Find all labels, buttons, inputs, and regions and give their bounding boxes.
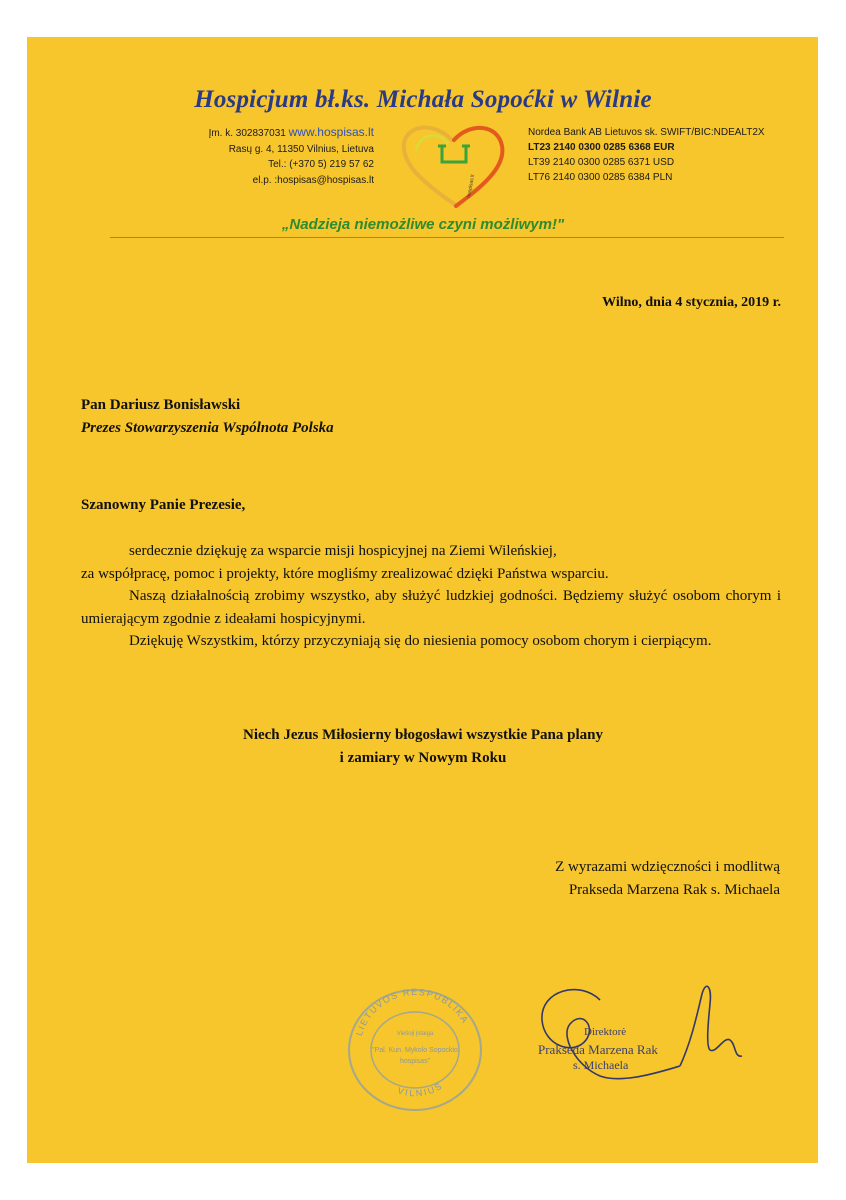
letter-body	[81, 540, 781, 653]
blessing-line: i zamiary w Nowym Roku	[339, 750, 507, 766]
bank-details	[528, 125, 765, 185]
svg-text:LIETUVOS RESPUBLIKA: LIETUVOS RESPUBLIKA	[354, 987, 471, 1037]
website-link[interactable]: www.hospisas.lt	[288, 125, 374, 139]
official-stamp	[340, 980, 490, 1125]
blessing	[0, 724, 846, 770]
contact-info	[209, 125, 374, 188]
svg-text:Viešoji įstaiga: Viešoji įstaiga	[396, 1031, 434, 1037]
motto: „Nadzieja niemożliwe czyni możliwym!"	[281, 216, 565, 233]
signatory-role: Direktorė	[584, 1026, 627, 1038]
handwritten-signature	[530, 980, 750, 1095]
address: Rasų g. 4, 11350 Vilnius, Lietuva	[228, 143, 374, 155]
body-paragraph: Dziękuję Wszystkim, którzy przyczyniają się do niesienia pomocy osobom chorym i cierpiącym.	[129, 633, 712, 649]
svg-text:hospisas.lt: hospisas.lt	[466, 174, 477, 199]
signatory-name: Prakseda Marzena Rak	[538, 1042, 658, 1057]
closing	[555, 856, 780, 902]
recipient-name: Pan Dariusz Bonisławski	[81, 397, 241, 413]
hospice-heart-logo	[398, 118, 510, 215]
letter-date: Wilno, dnia 4 stycznia, 2019 r.	[602, 295, 781, 310]
svg-text:VILNIUS: VILNIUS	[396, 1080, 445, 1099]
account-eur: LT23 2140 0300 0285 6368 EUR	[528, 142, 675, 153]
closing-signatory: Prakseda Marzena Rak s. Michaela	[568, 882, 780, 898]
body-paragraph: Naszą działalnością zrobimy wszystko, aby służyć ludzkiej godności. Będziemy służyć osobom chorym i umierającym zgodnie z ideałami hospicyjnymi.	[81, 588, 781, 627]
organization-title: Hospicjum bł.ks. Michała Sopoćki w Wilnie	[194, 86, 652, 113]
account-pln: LT76 2140 0300 0285 6384 PLN	[528, 172, 673, 183]
recipient-position: Prezes Stowarzyszenia Wspólnota Polska	[81, 420, 334, 436]
recipient-block	[81, 394, 334, 440]
svg-text:hospisas": hospisas"	[399, 1058, 431, 1065]
blessing-line: Niech Jezus Miłosierny błogosławi wszystkie Pana plany	[242, 727, 603, 743]
bank-name: Nordea Bank AB Lietuvos sk. SWIFT/BIC:NDEALT2X	[528, 127, 765, 138]
body-paragraph: za współpracę, pomoc i projekty, które mogliśmy zrealizować dzięki Państwa wsparciu.	[81, 565, 609, 582]
header-divider	[110, 237, 784, 238]
body-paragraph: serdecznie dziękuję za wsparcie misji hospicyjnej na Ziemi Wileńskiej,	[129, 543, 557, 559]
closing-line: Z wyrazami wdzięczności i modlitwą	[555, 859, 780, 875]
svg-text:"Pal. Kun. Mykolo Sopockio: "Pal. Kun. Mykolo Sopockio	[372, 1047, 458, 1054]
salutation: Szanowny Panie Prezesie,	[81, 497, 246, 513]
signatory-religious-name: s. Michaela	[573, 1058, 629, 1072]
phone: Tel.: (+370 5) 219 57 62	[268, 159, 374, 170]
account-usd: LT39 2140 0300 0285 6371 USD	[528, 157, 675, 168]
email: el.p. :hospisas@hospisas.lt	[252, 174, 374, 186]
company-code: Įm. k. 302837031	[208, 128, 286, 139]
